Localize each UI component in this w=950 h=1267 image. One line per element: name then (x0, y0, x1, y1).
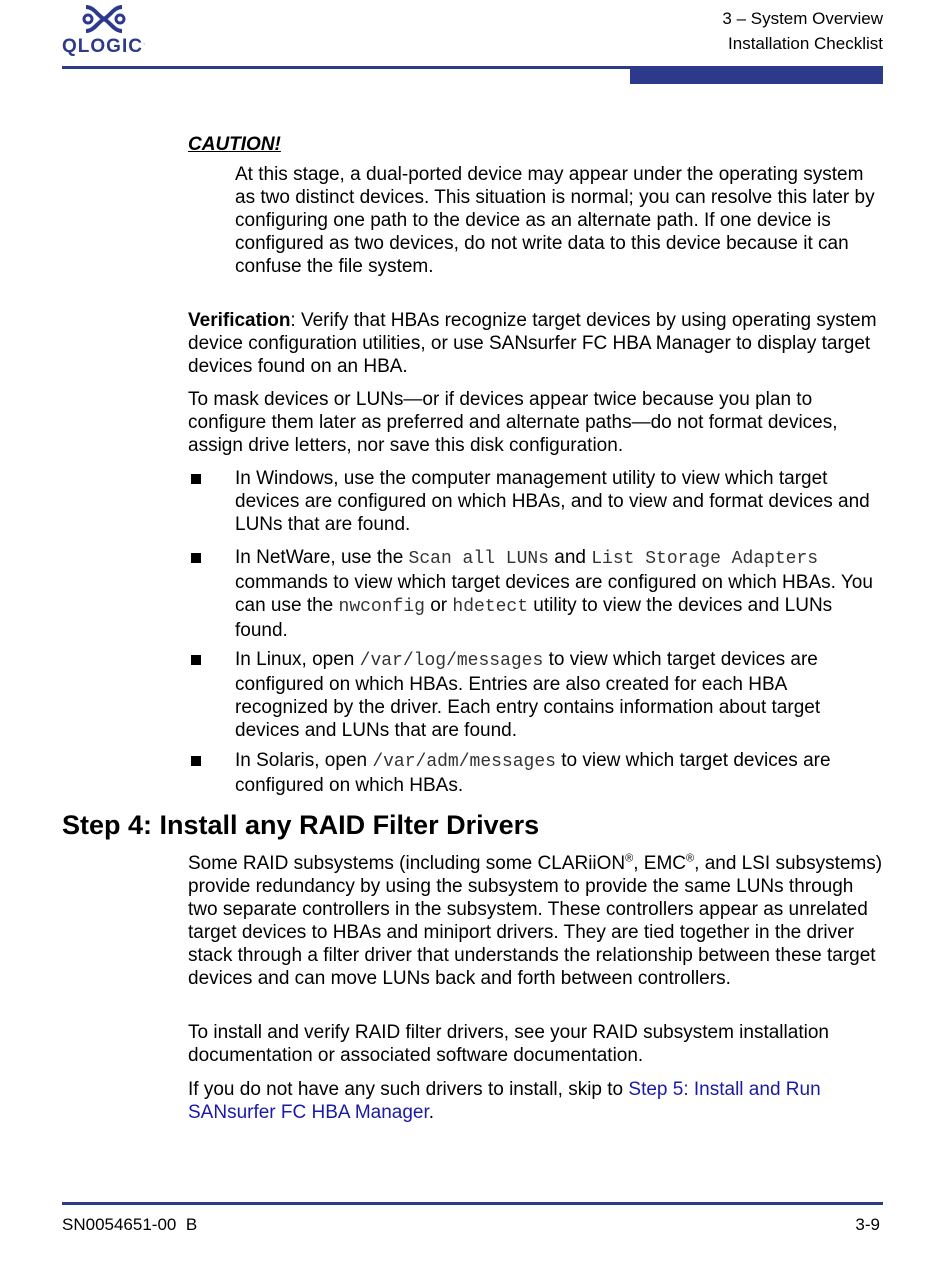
header-accent-bar (630, 69, 883, 84)
document-number: SN0054651-00 B (62, 1215, 198, 1234)
footer-rule (62, 1202, 883, 1205)
code-var-adm-messages: /var/adm/messages (372, 752, 556, 772)
bullet-text: In Solaris, open /var/adm/messages to view which target devices are configured on which HBAs. (235, 750, 831, 796)
code-scan-all-luns: Scan all LUNs (408, 549, 549, 569)
verification-label: Verification (188, 310, 291, 331)
verification-paragraph (188, 309, 883, 378)
bullet-square-icon (191, 474, 201, 484)
install-verify-paragraph: To install and verify RAID filter drivers, see your RAID subsystem installation documentation or associated software documentation. (188, 1022, 829, 1066)
bullet-square-icon (191, 655, 201, 665)
caution-title: CAUTION! (188, 134, 281, 155)
step-4-heading: Step 4: Install any RAID Filter Drivers (62, 810, 540, 840)
mask-paragraph: To mask devices or LUNs—or if devices appear twice because you plan to configure them later as preferred and alternate paths—do not format devices, assign drive letters, nor save this disk configuration. (188, 389, 838, 456)
code-list-storage-adapters: List Storage Adapters (591, 549, 819, 569)
page-number: 3-9 (855, 1215, 880, 1234)
running-header (722, 6, 883, 56)
bullet-text: In Linux, open /var/log/messages to view which target devices are configured on which HBAs. Entries are also created for each HBA recognized by the driver. Each entry contains information about target devices and LUNs that are found. (235, 649, 821, 741)
bullet-text: In Windows, use the computer management utility to view which target devices are configured on which HBAs, and to view and format devices and LUNs that are found. (235, 468, 870, 535)
section-title: Installation Checklist (728, 34, 883, 53)
skip-paragraph: If you do not have any such drivers to install, skip to Step 5: Install and Run SANsurfer FC HBA Manager. (188, 1079, 821, 1123)
chapter-title: 3 – System Overview (722, 9, 883, 28)
bullet-square-icon (191, 756, 201, 766)
bullet-square-icon (191, 553, 201, 563)
caution-body: At this stage, a dual-ported device may appear under the operating system as two distinct devices. This situation is normal; you can resolve this later by configuring one path to the device as an alternate path. If one device is configured as two devices, do not write data to this device because it can confuse the file system. (235, 164, 875, 277)
qlogic-logo (62, 4, 152, 56)
raid-paragraph: Some RAID subsystems (including some CLARiiON®, EMC®, and LSI subsystems) provide redundancy by using the subsystem to provide the same LUNs through two separate controllers in the subsystem. These controllers appear as unrelated target devices to HBAs and miniport drivers. They are tied together in the driver stack through a filter driver that understands the relationship between these target devices and can move LUNs back and forth between controllers. (188, 852, 883, 989)
bullet-text: In NetWare, use the Scan all LUNs and List Storage Adapters commands to view which target devices are configured on which HBAs. You can use the nwconfig or hdetect utility to view the devices and LUNs found. (235, 547, 873, 641)
logo-text: QLOGIC. (62, 36, 147, 57)
code-var-log-messages: /var/log/messages (359, 651, 544, 671)
step-5-link[interactable]: Step 5: Install and Run SANsurfer FC HBA Manager (188, 1079, 821, 1123)
code-hdetect: hdetect (452, 597, 529, 617)
code-nwconfig: nwconfig (338, 597, 425, 617)
verification-text: : Verify that HBAs recognize target devices by using operating system device configuration utilities, or use SANsurfer FC HBA Manager to display target devices found on an HBA. (188, 310, 877, 377)
qlogic-mark-icon (82, 4, 126, 34)
